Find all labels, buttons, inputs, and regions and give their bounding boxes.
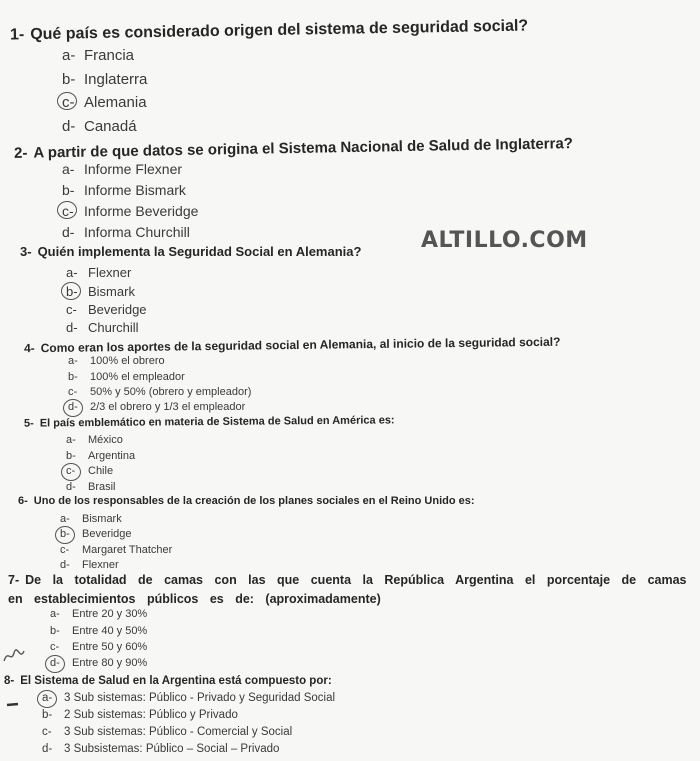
question-number: 6-: [18, 495, 28, 507]
option-4d: d- 2/3 el obrero y 1/3 el empleador: [68, 401, 246, 413]
question-2: [14, 135, 573, 162]
question-4: [24, 335, 561, 356]
option-5a: a- México: [66, 434, 123, 446]
option-3a: a- Flexner: [66, 265, 132, 280]
question-number: 1-: [9, 26, 25, 44]
question-6: [18, 495, 475, 507]
question-5: [24, 414, 395, 429]
question-text: A partir de que datos se origina el Sistema Nacional de Salud de Inglaterra?: [33, 135, 574, 162]
option-6c: c- Margaret Thatcher: [60, 544, 173, 556]
question-text: Qué país es considerado origen del sistema de seguridad social?: [30, 17, 529, 44]
question-text: El Sistema de Salud en la Argentina está compuesto por:: [20, 675, 332, 687]
option-8c: c- 3 Sub sistemas: Público - Comercial y Social: [42, 726, 293, 738]
option-3d: d- Churchill: [66, 320, 139, 335]
option-5c: c- Chile: [66, 465, 114, 477]
option-7c: c- Entre 50 y 60%: [50, 641, 148, 653]
option-5b: b- Argentina: [66, 450, 136, 462]
option-1c: c- Alemania: [62, 94, 147, 111]
question-3: [20, 244, 361, 259]
question-number: 5-: [23, 417, 34, 430]
question-number: 8-: [4, 675, 15, 687]
question-text: Uno de los responsables de la creación de los planes sociales en el Reino Unido es:: [33, 495, 475, 507]
option-4a: a- 100% el obrero: [68, 355, 165, 367]
option-7a: a- Entre 20 y 30%: [50, 608, 148, 620]
option-5d: d- Brasil: [66, 481, 116, 493]
option-6a: a- Bismark: [60, 513, 122, 525]
option-2d: d- Informa Churchill: [62, 224, 190, 240]
option-8d: d- 3 Subsistemas: Público – Social – Privado: [42, 743, 280, 755]
question-number: 2-: [13, 144, 28, 162]
watermark: ALTILLO.COM: [421, 228, 588, 253]
option-7b: b- Entre 40 y 50%: [50, 625, 148, 637]
option-3c: c- Beveridge: [66, 302, 147, 317]
question-7: [8, 571, 698, 609]
question-text: De la totalidad de camas con las que cuenta la República Argentina el porcentaje de camas en establecimientos públicos es de: (aproximadamente): [8, 573, 687, 606]
option-6b: b- Beveridge: [60, 528, 132, 540]
question-text: El país emblemático en materia de Sistema de Salud en América es:: [39, 414, 395, 430]
question-1: [10, 17, 528, 44]
option-4b: b- 100% el empleador: [68, 371, 185, 383]
question-text: Como eran los aportes de la seguridad social en Alemania, al inicio de la seguridad social?: [40, 334, 561, 356]
option-2a: a- Informe Flexner: [62, 161, 183, 177]
option-2b: b- Informe Bismark: [62, 182, 186, 198]
option-2c: c- Informe Beveridge: [62, 203, 199, 219]
pen-dash-icon: [6, 700, 20, 710]
option-1b: b- Inglaterra: [62, 71, 148, 88]
question-number: 4-: [23, 341, 35, 356]
option-1a: a- Francia: [62, 47, 135, 64]
option-7d: d- Entre 80 y 90%: [50, 657, 148, 669]
option-3b: b- Bismark: [66, 284, 135, 299]
option-8b: b- 2 Sub sistemas: Público y Privado: [42, 709, 238, 721]
question-number: 7-: [8, 573, 20, 587]
question-text: Quién implementa la Seguridad Social en Alemania?: [37, 244, 362, 259]
pen-scribble-icon: [2, 645, 32, 667]
option-6d: d- Flexner: [60, 559, 119, 571]
question-number: 3-: [20, 244, 32, 259]
option-8a: a- 3 Sub sistemas: Público - Privado y Seguridad Social: [42, 692, 336, 704]
question-8: [4, 675, 332, 687]
option-1d: d- Canadá: [62, 118, 137, 135]
option-4c: c- 50% y 50% (obrero y empleador): [68, 386, 252, 398]
